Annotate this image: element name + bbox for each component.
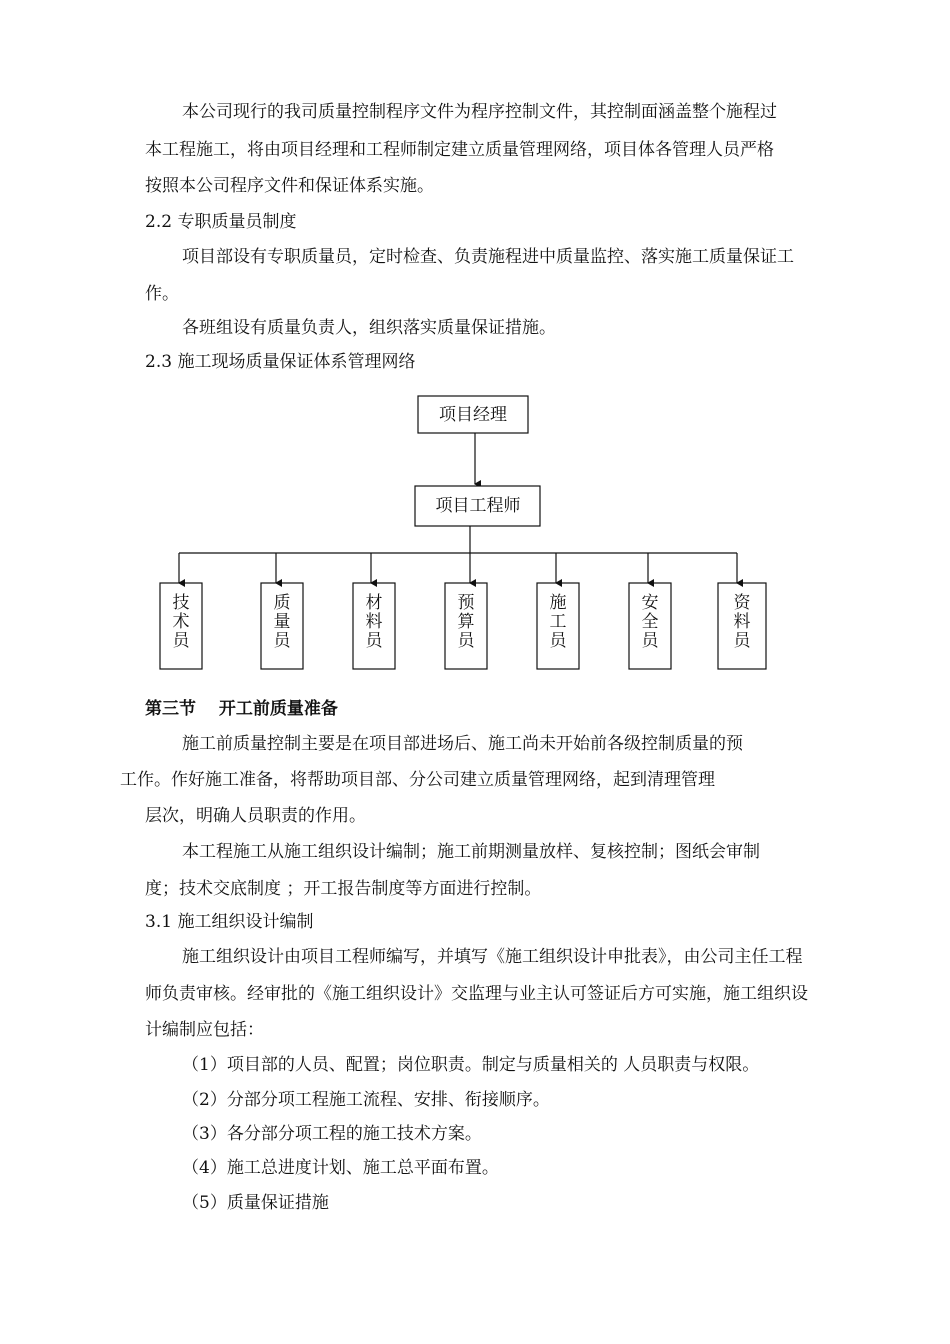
- list-item-4: （4）施工总进度计划、施工总平面布置。: [182, 1158, 499, 1178]
- s3-para1-line1: 施工前质量控制主要是在项目部进场后、施工尚未开始前各级控制质量的预: [182, 734, 743, 754]
- label-staff-4: 预算员: [457, 593, 475, 651]
- s3-para1-line2: 工作。作好施工准备，将帮助项目部、分公司建立质量管理网络，起到清理管理: [120, 770, 715, 790]
- para3: 各班组设有质量负责人，组织落实质量保证措施。: [182, 318, 556, 338]
- heading-3-1: 3.1 施工组织设计编制: [145, 912, 314, 932]
- label-staff-5: 施工员: [549, 593, 567, 651]
- label-project-engineer: 项目工程师: [435, 496, 521, 516]
- s3-para2-line2: 度；技术交底制度 ；开工报告制度等方面进行控制。: [145, 879, 542, 899]
- label-staff-3: 材料员: [365, 593, 383, 651]
- list-item-5: （5）质量保证措施: [182, 1193, 329, 1213]
- label-staff-7: 资料员: [733, 593, 751, 651]
- s3-para3-line1: 施工组织设计由项目工程师编写，并填写《施工组织设计申批表》，由公司主任工程: [182, 947, 803, 967]
- para2-line1: 项目部设有专职质量员，定时检查、负责施程进中质量监控、落实施工质量保证工: [182, 247, 794, 267]
- list-item-1: （1）项目部的人员、配置；岗位职责。制定与质量相关的 人员职责与权限。: [182, 1055, 760, 1075]
- para1-line3: 按照本公司程序文件和保证体系实施。: [145, 176, 434, 196]
- label-staff-2: 质量员: [273, 593, 291, 651]
- section3-heading: 第三节 开工前质量准备: [145, 699, 338, 719]
- s3-para3-line3: 计编制应包括：: [145, 1020, 264, 1040]
- list-item-2: （2）分部分项工程施工流程、安排、衔接顺序。: [182, 1090, 550, 1110]
- label-project-manager: 项目经理: [439, 405, 507, 425]
- para1-line2: 本工程施工，将由项目经理和工程师制定建立质量管理网络，项目体各管理人员严格: [145, 140, 774, 160]
- heading-2-2: 2.2 专职质量员制度: [145, 212, 297, 232]
- label-staff-6: 安全员: [641, 593, 659, 651]
- heading-2-3: 2.3 施工现场质量保证体系管理网络: [145, 352, 416, 372]
- label-staff-1: 技术员: [172, 593, 190, 651]
- para2-line2: 作。: [145, 284, 179, 304]
- s3-para2-line1: 本工程施工从施工组织设计编制；施工前期测量放样、复核控制；图纸会审制: [182, 842, 760, 862]
- org-chart: [0, 380, 950, 680]
- s3-para3-line2: 师负责审核。经审批的《施工组织设计》交监理与业主认可签证后方可实施，施工组织设: [145, 984, 808, 1004]
- s3-para1-line3: 层次，明确人员职责的作用。: [145, 806, 366, 826]
- list-item-3: （3）各分部分项工程的施工技术方案。: [182, 1124, 482, 1144]
- para1-line1: 本公司现行的我司质量控制程序文件为程序控制文件，其控制面涵盖整个施程过: [182, 102, 777, 122]
